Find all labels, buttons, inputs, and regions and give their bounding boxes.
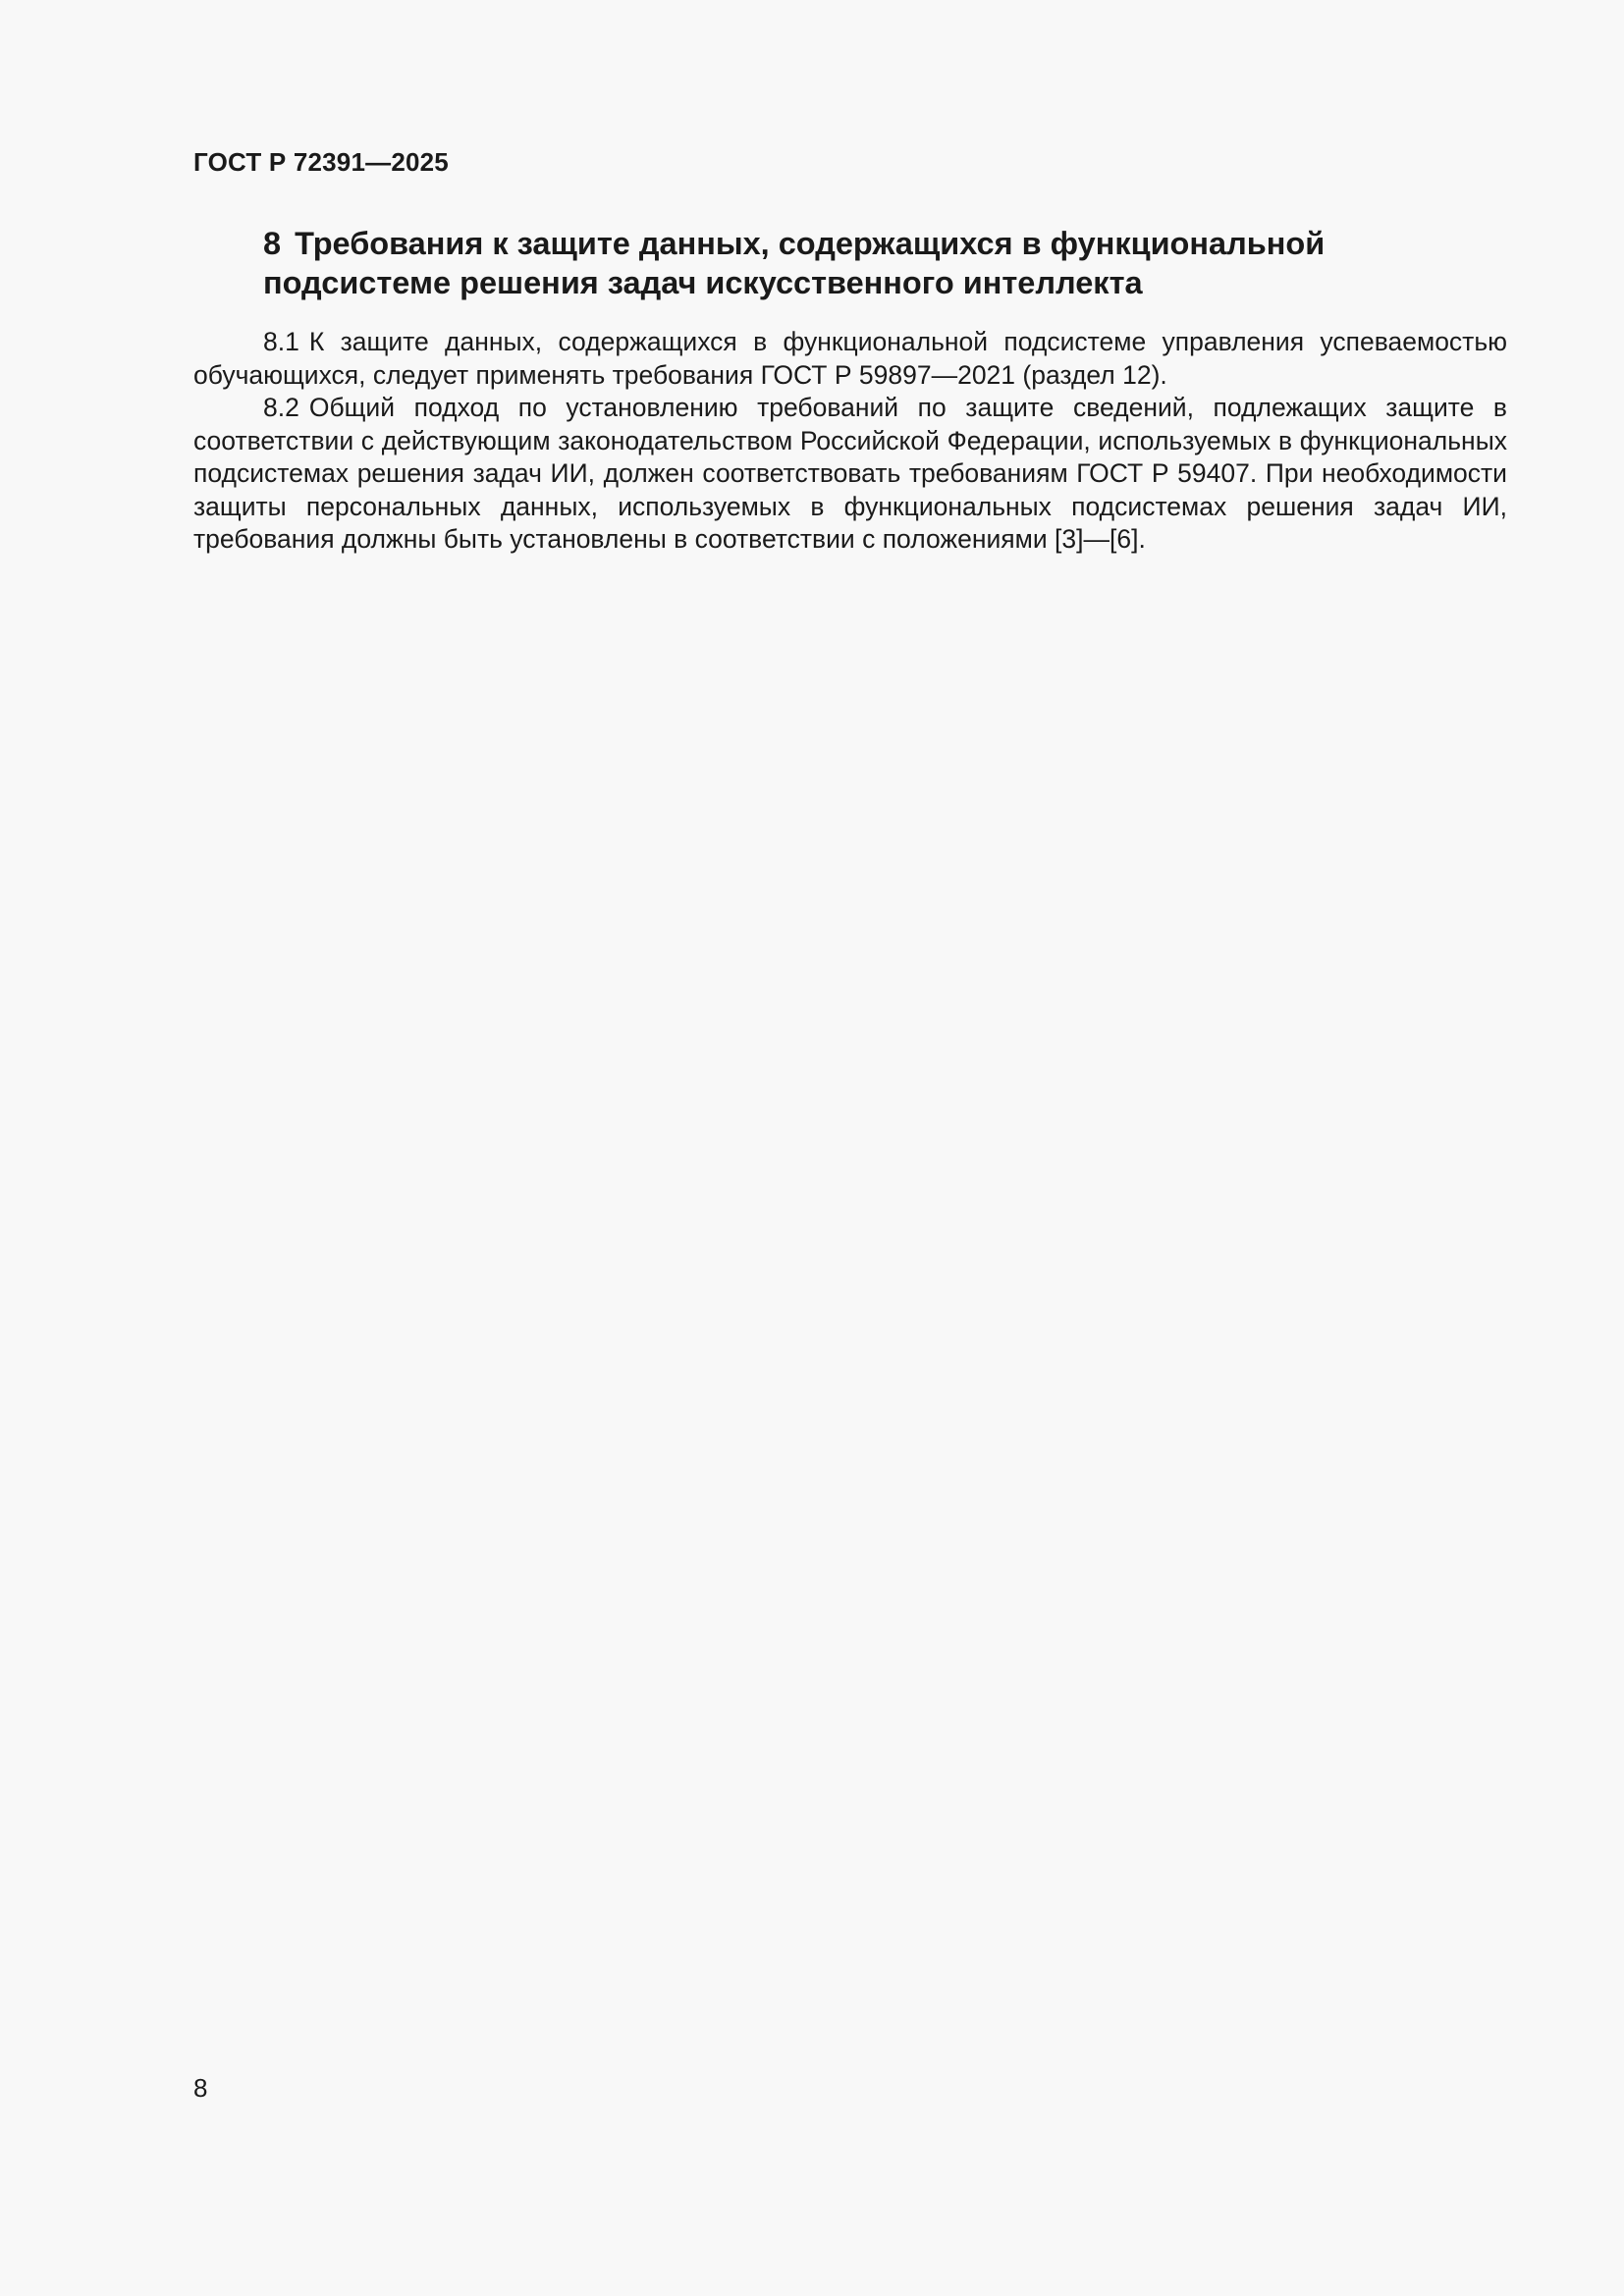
paragraph-text: Общий подход по установлению требований по защите сведений, подлежащих защите в соответствии с действующим законодательством Российской Федерации, используемых в функциональных подсистемах решения задач ИИ, должен соответствовать требованиям ГОСТ Р 59407. При необходимости защиты персональных данных, используемых в функциональных подсистемах решения задач ИИ, требования должны быть установлены в соответствии с положениями [3]—[6].: [193, 393, 1507, 554]
paragraph-8-1: [193, 326, 1507, 392]
paragraph-number: 8.2: [263, 393, 299, 422]
page-number: 8: [193, 2073, 208, 2103]
paragraph-text: К защите данных, содержащихся в функциональной подсистеме управления успеваемостью обучающихся, следует применять требования ГОСТ Р 59897—2021 (раздел 12).: [193, 327, 1507, 390]
section-number: 8: [263, 226, 282, 261]
paragraph-number: 8.1: [263, 327, 299, 356]
paragraph-8-2: [193, 392, 1507, 557]
section-body: [193, 326, 1507, 557]
standard-designation: ГОСТ Р 72391—2025: [193, 147, 449, 177]
section-heading: [263, 224, 1520, 302]
section-title: Требования к защите данных, содержащихся в функциональной подсистеме решения задач искусственного интеллекта: [263, 226, 1326, 300]
